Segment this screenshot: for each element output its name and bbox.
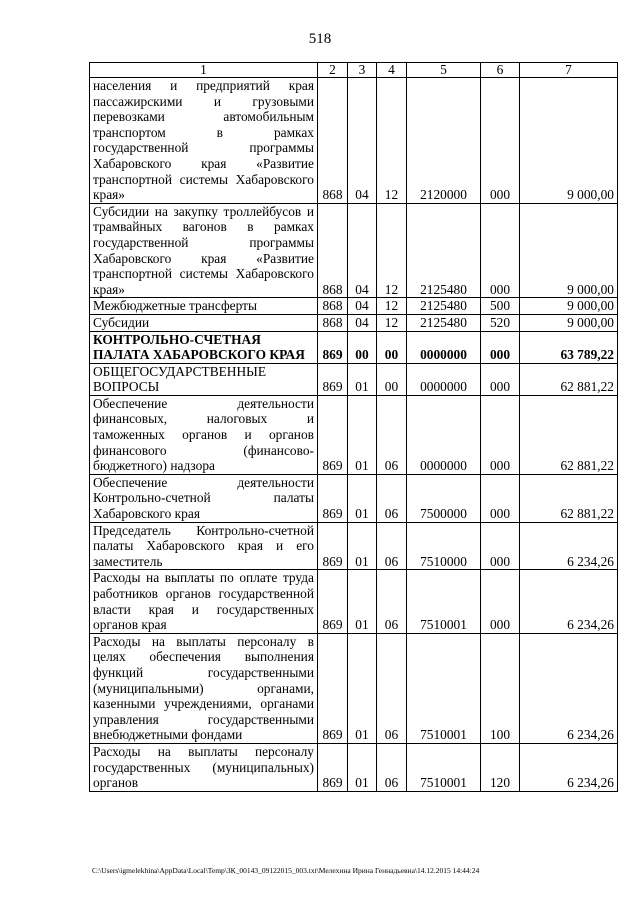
- row-code-cell: 868: [318, 203, 348, 298]
- table-row: [90, 331, 618, 363]
- row-amount-cell: 62 881,22: [520, 474, 618, 522]
- table-row: [90, 203, 618, 298]
- row-amount-cell: 9 000,00: [520, 298, 618, 315]
- row-code-cell: 869: [318, 522, 348, 570]
- row-type-cell: 000: [481, 78, 520, 204]
- column-header: 7: [520, 63, 618, 78]
- table-row: [90, 298, 618, 315]
- row-type-cell: 000: [481, 331, 520, 363]
- row-section-cell: 04: [348, 314, 377, 331]
- row-target-cell: 2125480: [407, 314, 481, 331]
- column-header: 2: [318, 63, 348, 78]
- column-header: 1: [90, 63, 318, 78]
- row-code-cell: 869: [318, 363, 348, 395]
- row-subsection-cell: 00: [377, 363, 407, 395]
- row-name-cell: Обеспечение деятельности финансовых, налоговых и таможенных органов и органов финансового (финансово-бюджетного) надзора: [90, 395, 318, 474]
- row-subsection-cell: 06: [377, 633, 407, 743]
- row-amount-cell: 62 881,22: [520, 363, 618, 395]
- row-type-cell: 520: [481, 314, 520, 331]
- row-target-cell: 0000000: [407, 331, 481, 363]
- table-row: [90, 570, 618, 633]
- row-section-cell: 04: [348, 78, 377, 204]
- row-section-cell: 01: [348, 522, 377, 570]
- row-subsection-cell: 06: [377, 474, 407, 522]
- row-name-cell: Расходы на выплаты персоналу в целях обеспечения выполнения функций государственными (муниципальными) органами, казенными учреждениями, органами управления государственными внебюджетными фондами: [90, 633, 318, 743]
- row-target-cell: 7510001: [407, 743, 481, 791]
- row-section-cell: 01: [348, 570, 377, 633]
- row-section-cell: 01: [348, 363, 377, 395]
- row-code-cell: 868: [318, 298, 348, 315]
- row-name-cell: Межбюджетные трансферты: [90, 298, 318, 315]
- table-body: [90, 78, 618, 792]
- row-name-cell: КОНТРОЛЬНО-СЧЕТНАЯ ПАЛАТА ХАБАРОВСКОГО КРАЯ: [90, 331, 318, 363]
- row-target-cell: 2125480: [407, 203, 481, 298]
- row-code-cell: 869: [318, 633, 348, 743]
- row-amount-cell: 62 881,22: [520, 395, 618, 474]
- row-subsection-cell: 12: [377, 78, 407, 204]
- table-row: [90, 743, 618, 791]
- row-amount-cell: 9 000,00: [520, 314, 618, 331]
- row-type-cell: 100: [481, 633, 520, 743]
- row-section-cell: 01: [348, 633, 377, 743]
- table-row: [90, 363, 618, 395]
- row-subsection-cell: 06: [377, 743, 407, 791]
- row-subsection-cell: 12: [377, 203, 407, 298]
- row-section-cell: 04: [348, 298, 377, 315]
- row-type-cell: 000: [481, 570, 520, 633]
- row-name-cell: населения и предприятий края пассажирскими и грузовыми перевозками автомобильным транспортом в рамках государственной программы Хабаровского края «Развитие транспортной системы Хабаровского края»: [90, 78, 318, 204]
- row-subsection-cell: 06: [377, 570, 407, 633]
- row-code-cell: 869: [318, 570, 348, 633]
- row-type-cell: 000: [481, 474, 520, 522]
- row-subsection-cell: 06: [377, 395, 407, 474]
- row-amount-cell: 9 000,00: [520, 78, 618, 204]
- table-row: [90, 633, 618, 743]
- column-header: 3: [348, 63, 377, 78]
- table-row: [90, 314, 618, 331]
- row-section-cell: 01: [348, 743, 377, 791]
- row-target-cell: 2120000: [407, 78, 481, 204]
- row-type-cell: 120: [481, 743, 520, 791]
- budget-table: [89, 62, 618, 792]
- row-type-cell: 000: [481, 363, 520, 395]
- row-name-cell: Субсидии: [90, 314, 318, 331]
- table-header-row: [90, 63, 618, 78]
- row-section-cell: 04: [348, 203, 377, 298]
- row-code-cell: 868: [318, 78, 348, 204]
- row-target-cell: 2125480: [407, 298, 481, 315]
- row-section-cell: 01: [348, 474, 377, 522]
- row-target-cell: 7500000: [407, 474, 481, 522]
- page-number: 518: [308, 31, 332, 47]
- row-amount-cell: 9 000,00: [520, 203, 618, 298]
- row-subsection-cell: 00: [377, 331, 407, 363]
- table-row: [90, 395, 618, 474]
- row-name-cell: Расходы на выплаты персоналу государственных (муниципальных) органов: [90, 743, 318, 791]
- table-row: [90, 78, 618, 204]
- row-subsection-cell: 12: [377, 298, 407, 315]
- row-code-cell: 869: [318, 395, 348, 474]
- row-type-cell: 000: [481, 203, 520, 298]
- row-target-cell: 7510001: [407, 570, 481, 633]
- row-subsection-cell: 06: [377, 522, 407, 570]
- row-type-cell: 000: [481, 522, 520, 570]
- row-amount-cell: 6 234,26: [520, 570, 618, 633]
- column-header: 5: [407, 63, 481, 78]
- row-type-cell: 000: [481, 395, 520, 474]
- row-name-cell: Расходы на выплаты по оплате труда работников органов государственной власти края и государственных органов края: [90, 570, 318, 633]
- row-amount-cell: 63 789,22: [520, 331, 618, 363]
- file-path-footer: C:\Users\igmelekhina\AppData\Local\Temp\ЗК_00143_09122015_003.txt\Мелехина Ирина Геннадьевна\14.12.2015 14:44:24: [92, 866, 480, 875]
- row-code-cell: 868: [318, 314, 348, 331]
- column-header: 6: [481, 63, 520, 78]
- row-section-cell: 01: [348, 395, 377, 474]
- row-target-cell: 7510001: [407, 633, 481, 743]
- table-row: [90, 474, 618, 522]
- row-code-cell: 869: [318, 331, 348, 363]
- row-section-cell: 00: [348, 331, 377, 363]
- row-name-cell: Председатель Контрольно-счетной палаты Хабаровского края и его заместитель: [90, 522, 318, 570]
- row-name-cell: Субсидии на закупку троллейбусов и трамвайных вагонов в рамках государственной программы Хабаровского края «Развитие транспортной системы Хабаровского края»: [90, 203, 318, 298]
- table-row: [90, 522, 618, 570]
- row-name-cell: ОБЩЕГОСУДАРСТВЕННЫЕ ВОПРОСЫ: [90, 363, 318, 395]
- row-type-cell: 500: [481, 298, 520, 315]
- row-code-cell: 869: [318, 743, 348, 791]
- row-amount-cell: 6 234,26: [520, 522, 618, 570]
- row-target-cell: 0000000: [407, 395, 481, 474]
- row-target-cell: 7510000: [407, 522, 481, 570]
- row-subsection-cell: 12: [377, 314, 407, 331]
- row-code-cell: 869: [318, 474, 348, 522]
- column-header: 4: [377, 63, 407, 78]
- row-amount-cell: 6 234,26: [520, 633, 618, 743]
- row-target-cell: 0000000: [407, 363, 481, 395]
- row-name-cell: Обеспечение деятельности Контрольно-счетной палаты Хабаровского края: [90, 474, 318, 522]
- row-amount-cell: 6 234,26: [520, 743, 618, 791]
